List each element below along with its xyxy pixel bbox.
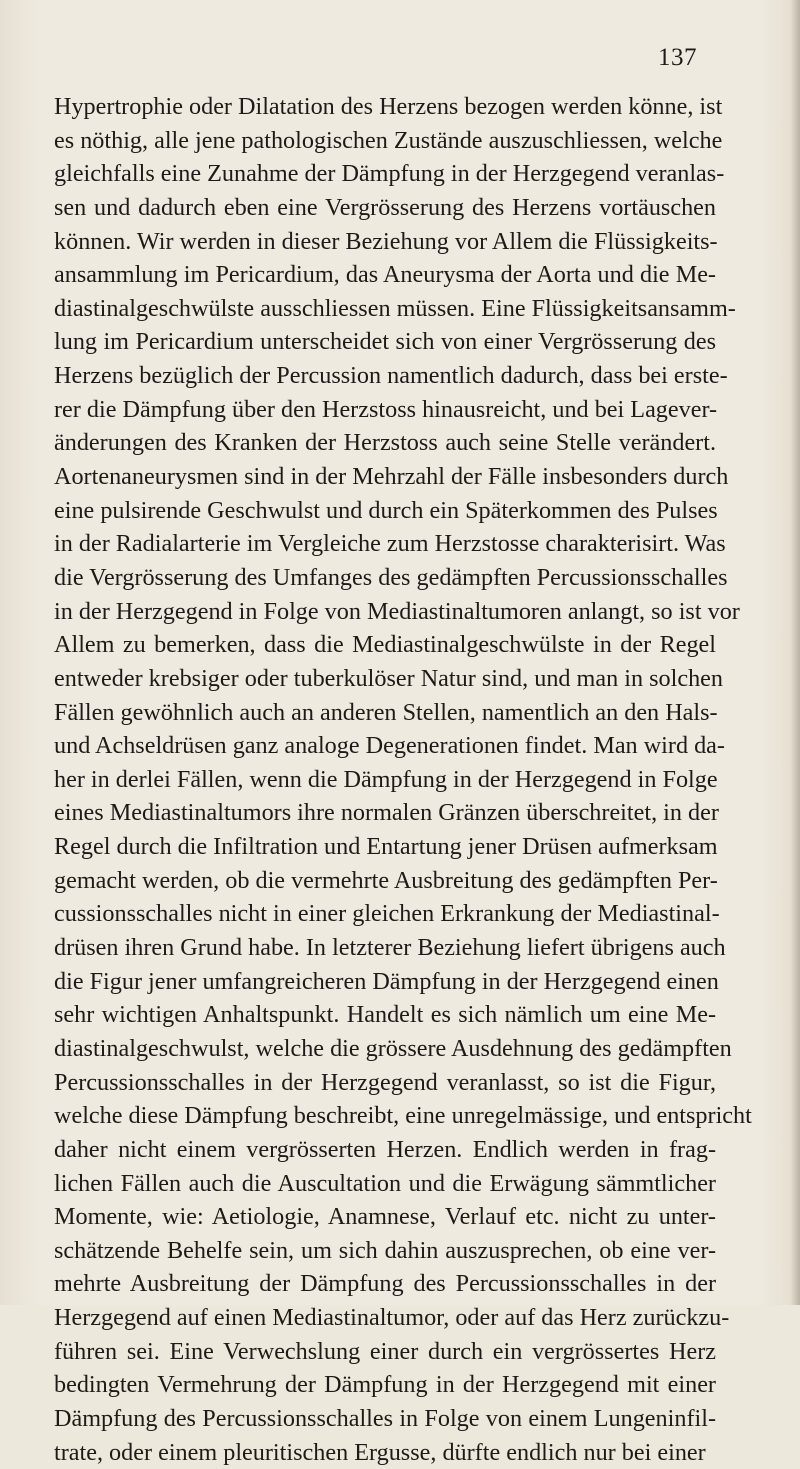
- text-line: drüsen ihren Grund habe. In letzterer Beziehung liefert übrigens auch: [54, 934, 726, 962]
- page-number: 137: [658, 44, 697, 71]
- text-line: und Achseldrüsen ganz analoge Degenerationen findet. Man wird da-: [54, 732, 725, 760]
- text-line: sen und dadurch eben eine Vergrösserung des Herzens vortäuschen: [54, 193, 716, 221]
- text-line: in der Herzgegend in Folge von Mediastinaltumoren anlangt, so ist vor: [54, 597, 740, 625]
- text-line: diastinalgeschwulst, welche die grössere Ausdehnung des gedämpften: [54, 1034, 732, 1062]
- text-line: trate, oder einem pleuritischen Ergusse, dürfte endlich nur bei einer: [54, 1438, 706, 1466]
- text-line: sehr wichtigen Anhaltspunkt. Handelt es sich nämlich um eine Me-: [54, 1001, 716, 1029]
- text-line: mehrte Ausbreitung der Dämpfung des Percussionsschalles in der: [54, 1270, 716, 1298]
- text-line: Percussionsschalles in der Herzgegend veranlasst, so ist die Figur,: [54, 1068, 716, 1096]
- text-line: Fällen gewöhnlich auch an anderen Stellen, namentlich an den Hals-: [54, 698, 718, 726]
- text-line: her in derlei Fällen, wenn die Dämpfung in der Herzgegend in Folge: [54, 765, 718, 793]
- text-line: welche diese Dämpfung beschreibt, eine unregelmässige, und entspricht: [54, 1102, 752, 1130]
- text-line: entweder krebsiger oder tuberkulöser Natur sind, und man in solchen: [54, 664, 723, 692]
- text-line: in der Radialarterie im Vergleiche zum Herzstosse charakterisirt. Was: [54, 530, 726, 558]
- text-line: Allem zu bemerken, dass die Mediastinalgeschwülste in der Regel: [54, 631, 716, 659]
- text-line: gleichfalls eine Zunahme der Dämpfung in der Herzgegend veranlas-: [54, 160, 725, 188]
- text-line: änderungen des Kranken der Herzstoss auch seine Stelle verändert.: [54, 429, 716, 457]
- text-line: ansammlung im Pericardium, das Aneurysma der Aorta und die Me-: [54, 261, 716, 289]
- text-line: rer die Dämpfung über den Herzstoss hinausreicht, und bei Lagever-: [54, 395, 718, 423]
- text-line: Herzgegend auf einen Mediastinaltumor, oder auf das Herz zurückzu-: [54, 1304, 730, 1332]
- text-line: lichen Fällen auch die Auscultation und die Erwägung sämmtlicher: [54, 1169, 716, 1197]
- text-line: können. Wir werden in dieser Beziehung vor Allem die Flüssigkeits-: [54, 227, 718, 255]
- text-line: diastinalgeschwülste ausschliessen müssen. Eine Flüssigkeitsansamm-: [54, 294, 736, 322]
- text-line: gemacht werden, ob die vermehrte Ausbreitung des gedämpften Per-: [54, 866, 718, 894]
- text-line: Herzens bezüglich der Percussion namentlich dadurch, dass bei erste-: [54, 362, 728, 390]
- text-line: Dämpfung des Percussionsschalles in Folge von einem Lungeninfil-: [54, 1404, 716, 1432]
- body-text: [54, 90, 752, 1469]
- text-line: cussionsschalles nicht in einer gleichen Erkrankung der Mediastinal-: [54, 900, 720, 928]
- text-line: schätzende Behelfe sein, um sich dahin auszusprechen, ob eine ver-: [54, 1236, 716, 1264]
- text-line: die Figur jener umfangreicheren Dämpfung in der Herzgegend einen: [54, 967, 719, 995]
- page-edge-shadow: [790, 0, 800, 1305]
- text-line: führen sei. Eine Verwechslung einer durch ein vergrössertes Herz: [54, 1337, 716, 1365]
- text-line: lung im Pericardium unterscheidet sich von einer Vergrösserung des: [54, 328, 716, 356]
- text-line: Hypertrophie oder Dilatation des Herzens bezogen werden könne, ist: [54, 93, 723, 120]
- text-line: Aortenaneurysmen sind in der Mehrzahl der Fälle insbesonders durch: [54, 463, 729, 491]
- text-line: es nöthig, alle jene pathologischen Zustände auszuschliessen, welche: [54, 126, 723, 154]
- text-line: eines Mediastinaltumors ihre normalen Gränzen überschreitet, in der: [54, 799, 719, 827]
- text-line: bedingten Vermehrung der Dämpfung in der Herzgegend mit einer: [54, 1371, 716, 1399]
- text-line: eine pulsirende Geschwulst und durch ein Späterkommen des Pulses: [54, 496, 718, 524]
- text-line: die Vergrösserung des Umfanges des gedämpften Percussionsschalles: [54, 563, 728, 591]
- text-line: Regel durch die Infiltration und Entartung jener Drüsen aufmerksam: [54, 833, 718, 861]
- text-line: daher nicht einem vergrösserten Herzen. Endlich werden in frag-: [54, 1135, 716, 1163]
- text-line: Momente, wie: Aetiologie, Anamnese, Verlauf etc. nicht zu unter-: [54, 1203, 716, 1231]
